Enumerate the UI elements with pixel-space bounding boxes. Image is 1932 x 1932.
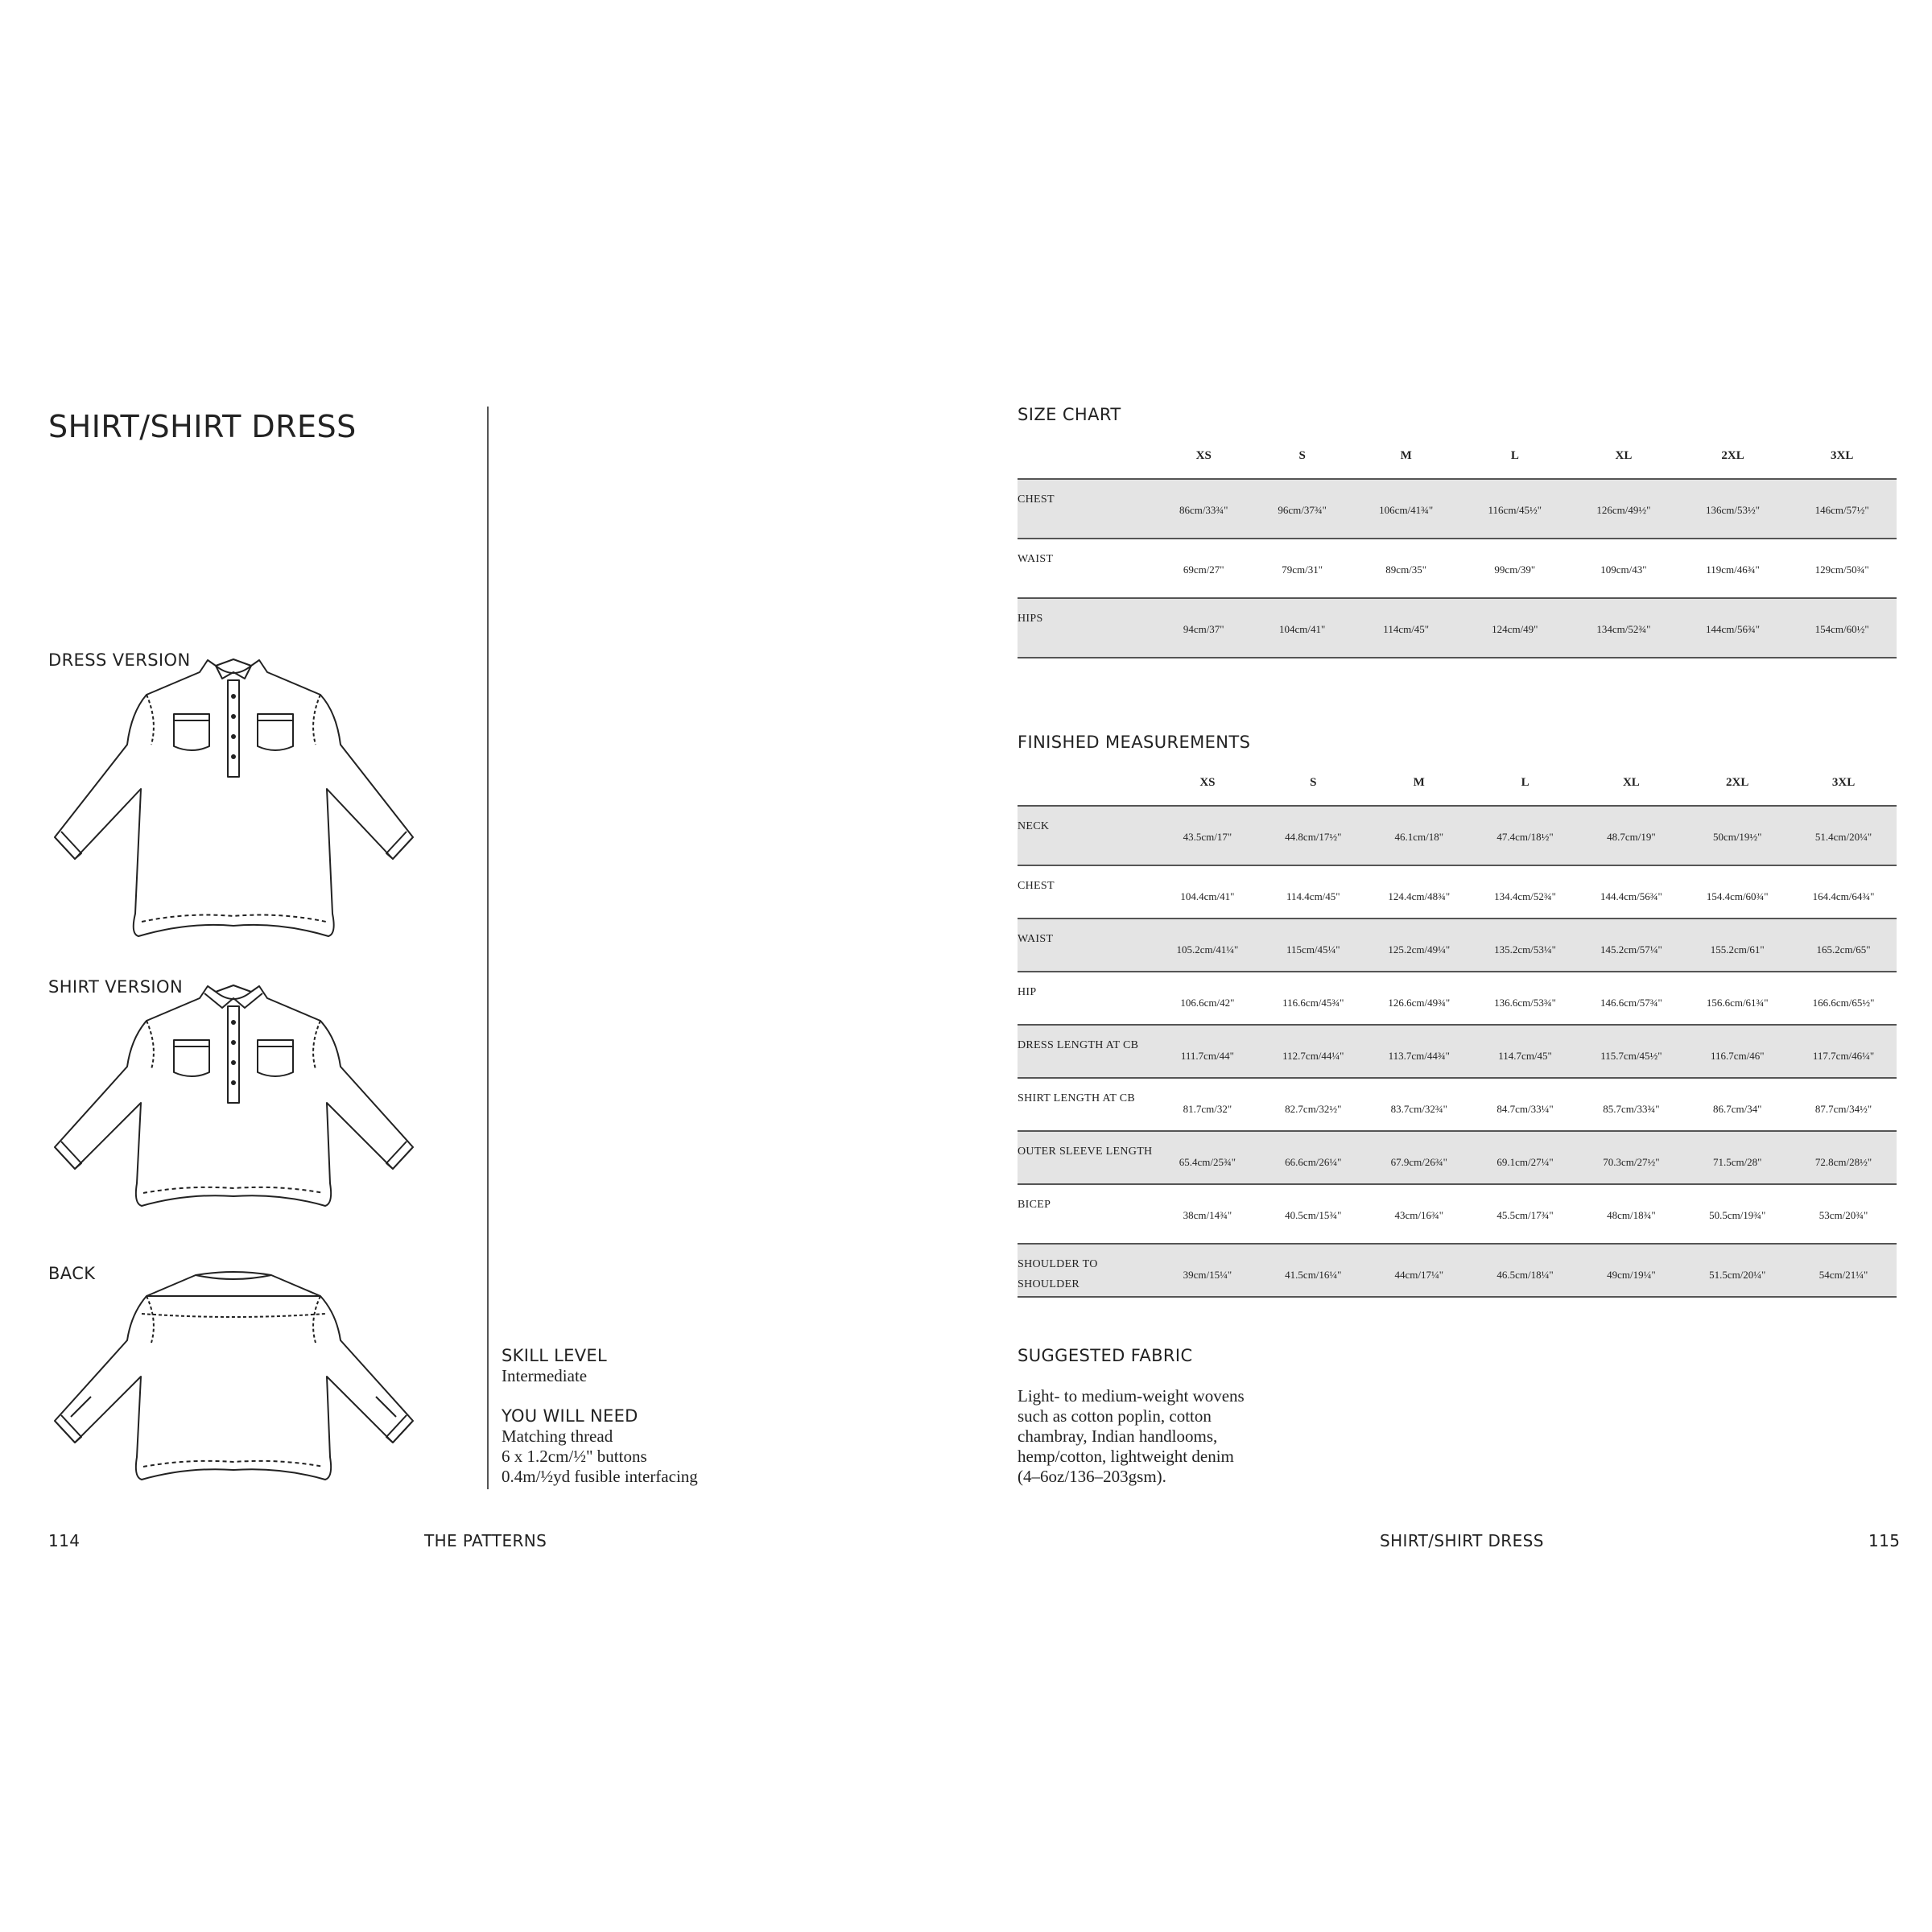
table-cell: 65.4cm/25¾" — [1154, 1131, 1261, 1184]
fabric-line: (4–6oz/136–203gsm). — [1018, 1467, 1166, 1486]
table-row — [1018, 598, 1897, 658]
size-header: M — [1400, 449, 1412, 462]
back-label: BACK — [48, 1264, 96, 1283]
table-cell: 109cm/43" — [1569, 539, 1678, 598]
row-label: BICEP — [1018, 1184, 1154, 1244]
row-label: HIPS — [1018, 598, 1154, 658]
table-cell: 104.4cm/41" — [1154, 865, 1261, 919]
you-will-need-heading: YOU WILL NEED — [502, 1406, 638, 1426]
table-cell: 115.7cm/45½" — [1578, 1025, 1684, 1078]
table-cell: 155.2cm/61" — [1684, 919, 1790, 972]
size-header: XL — [1622, 776, 1640, 789]
table-cell: 83.7cm/32¾" — [1366, 1078, 1472, 1131]
table-cell: 66.6cm/26¼" — [1261, 1131, 1366, 1184]
dress-version-illustration — [47, 648, 477, 946]
size-header: 3XL — [1831, 776, 1856, 789]
table-cell: 69cm/27" — [1154, 539, 1253, 598]
list-item: Matching thread — [502, 1426, 613, 1446]
table-row — [1018, 539, 1897, 598]
column-divider — [487, 407, 489, 1489]
table-cell: 136.6cm/53¾" — [1472, 972, 1579, 1025]
fabric-line: hemp/cotton, lightweight denim — [1018, 1447, 1234, 1466]
row-label: HIP — [1018, 972, 1154, 1025]
table-cell: 39cm/15¼" — [1154, 1244, 1261, 1297]
table-cell: 117.7cm/46¼" — [1790, 1025, 1897, 1078]
row-label: CHEST — [1018, 479, 1154, 539]
size-header: L — [1521, 776, 1530, 789]
skill-level-value: Intermediate — [502, 1366, 588, 1385]
suggested-fabric-heading: SUGGESTED FABRIC — [1018, 1346, 1193, 1365]
size-header: 3XL — [1831, 449, 1854, 462]
table-cell: 48cm/18¾" — [1578, 1184, 1684, 1244]
table-cell: 69.1cm/27¼" — [1472, 1131, 1579, 1184]
table-cell: 44.8cm/17½" — [1261, 806, 1366, 865]
table-cell: 126cm/49½" — [1569, 479, 1678, 539]
table-cell: 81.7cm/32" — [1154, 1078, 1261, 1131]
table-cell: 41.5cm/16¼" — [1261, 1244, 1366, 1297]
table-cell: 136cm/53½" — [1678, 479, 1788, 539]
table-cell: 87.7cm/34½" — [1790, 1078, 1897, 1131]
list-item: 0.4m/½yd fusible interfacing — [502, 1467, 698, 1486]
table-cell: 51.4cm/20¼" — [1790, 806, 1897, 865]
table-cell: 166.6cm/65½" — [1790, 972, 1897, 1025]
table-cell: 124cm/49" — [1461, 598, 1570, 658]
table-cell: 135.2cm/53¼" — [1472, 919, 1579, 972]
table-cell: 46.1cm/18" — [1366, 806, 1472, 865]
page-number-right: 115 — [1868, 1531, 1901, 1550]
size-chart-table — [1018, 449, 1897, 658]
table-cell: 50cm/19½" — [1684, 806, 1790, 865]
size-header: XS — [1199, 776, 1216, 789]
table-row — [1018, 1078, 1897, 1131]
table-cell: 114.4cm/45" — [1261, 865, 1366, 919]
table-cell: 129cm/50¾" — [1787, 539, 1897, 598]
you-will-need-list — [502, 1426, 698, 1487]
size-header: L — [1510, 449, 1519, 462]
table-cell: 146.6cm/57¾" — [1578, 972, 1684, 1025]
dress-version-label: DRESS VERSION — [48, 650, 191, 670]
size-header: M — [1413, 776, 1425, 789]
table-cell: 49cm/19¼" — [1578, 1244, 1684, 1297]
table-cell: 116.7cm/46" — [1684, 1025, 1790, 1078]
table-cell: 106cm/41¾" — [1352, 479, 1461, 539]
table-cell: 119cm/46¾" — [1678, 539, 1788, 598]
table-cell: 40.5cm/15¾" — [1261, 1184, 1366, 1244]
table-row — [1018, 1131, 1897, 1184]
table-cell: 134.4cm/52¾" — [1472, 865, 1579, 919]
size-header: S — [1298, 449, 1306, 462]
table-cell: 51.5cm/20¼" — [1684, 1244, 1790, 1297]
table-cell: 111.7cm/44" — [1154, 1025, 1261, 1078]
finished-measurements-heading: FINISHED MEASUREMENTS — [1018, 733, 1251, 752]
table-cell: 126.6cm/49¾" — [1366, 972, 1472, 1025]
table-cell: 85.7cm/33¾" — [1578, 1078, 1684, 1131]
header-blank — [1018, 449, 1154, 479]
size-header: XS — [1195, 449, 1212, 462]
table-row — [1018, 1244, 1897, 1297]
running-footer-left: THE PATTERNS — [424, 1531, 547, 1550]
table-cell: 82.7cm/32½" — [1261, 1078, 1366, 1131]
table-cell: 70.3cm/27½" — [1578, 1131, 1684, 1184]
table-row — [1018, 479, 1897, 539]
fabric-line: such as cotton poplin, cotton — [1018, 1406, 1212, 1426]
table-row — [1018, 806, 1897, 865]
table-cell: 44cm/17¼" — [1366, 1244, 1472, 1297]
table-header-row — [1018, 776, 1897, 806]
table-cell: 115cm/45¼" — [1261, 919, 1366, 972]
row-label: NECK — [1018, 806, 1154, 865]
table-cell: 112.7cm/44¼" — [1261, 1025, 1366, 1078]
table-cell: 38cm/14¾" — [1154, 1184, 1261, 1244]
table-cell: 165.2cm/65" — [1790, 919, 1897, 972]
table-cell: 124.4cm/48¾" — [1366, 865, 1472, 919]
table-cell: 145.2cm/57¼" — [1578, 919, 1684, 972]
row-label: WAIST — [1018, 919, 1154, 972]
table-row — [1018, 865, 1897, 919]
table-cell: 46.5cm/18¼" — [1472, 1244, 1579, 1297]
table-cell: 43cm/16¾" — [1366, 1184, 1472, 1244]
page-title: SHIRT/SHIRT DRESS — [48, 409, 357, 444]
table-cell: 43.5cm/17" — [1154, 806, 1261, 865]
table-cell: 71.5cm/28" — [1684, 1131, 1790, 1184]
table-cell: 106.6cm/42" — [1154, 972, 1261, 1025]
suggested-fabric-text — [1018, 1386, 1245, 1487]
table-cell: 113.7cm/44¾" — [1366, 1025, 1472, 1078]
size-header: XL — [1615, 449, 1633, 462]
table-row — [1018, 919, 1897, 972]
table-cell: 45.5cm/17¾" — [1472, 1184, 1579, 1244]
table-cell: 146cm/57½" — [1787, 479, 1897, 539]
table-cell: 48.7cm/19" — [1578, 806, 1684, 865]
size-header: 2XL — [1726, 776, 1749, 789]
table-cell: 79cm/31" — [1253, 539, 1351, 598]
table-cell: 50.5cm/19¾" — [1684, 1184, 1790, 1244]
shirt-version-label: SHIRT VERSION — [48, 977, 184, 997]
table-cell: 104cm/41" — [1253, 598, 1351, 658]
table-cell: 86.7cm/34" — [1684, 1078, 1790, 1131]
table-cell: 114cm/45" — [1352, 598, 1461, 658]
shirt-version-illustration — [47, 974, 477, 1216]
table-cell: 144cm/56¾" — [1678, 598, 1788, 658]
table-cell: 144.4cm/56¾" — [1578, 865, 1684, 919]
table-cell: 89cm/35" — [1352, 539, 1461, 598]
row-label: DRESS LENGTH AT CB — [1018, 1025, 1154, 1078]
table-row — [1018, 1184, 1897, 1244]
header-blank — [1018, 776, 1154, 806]
table-cell: 114.7cm/45" — [1472, 1025, 1579, 1078]
table-cell: 156.6cm/61¾" — [1684, 972, 1790, 1025]
fabric-line: Light- to medium-weight wovens — [1018, 1386, 1245, 1406]
table-cell: 72.8cm/28½" — [1790, 1131, 1897, 1184]
table-cell: 116.6cm/45¾" — [1261, 972, 1366, 1025]
table-row — [1018, 972, 1897, 1025]
table-cell: 94cm/37" — [1154, 598, 1253, 658]
table-cell: 134cm/52¾" — [1569, 598, 1678, 658]
table-cell: 116cm/45½" — [1461, 479, 1570, 539]
row-label: OUTER SLEEVE LENGTH — [1018, 1131, 1154, 1184]
back-view-illustration — [47, 1256, 477, 1489]
row-label: SHOULDER TO SHOULDER — [1018, 1244, 1154, 1297]
table-cell: 154cm/60½" — [1787, 598, 1897, 658]
table-cell: 67.9cm/26¾" — [1366, 1131, 1472, 1184]
table-cell: 164.4cm/64¾" — [1790, 865, 1897, 919]
size-header: 2XL — [1721, 449, 1744, 462]
row-label: SHIRT LENGTH AT CB — [1018, 1078, 1154, 1131]
list-item: 6 x 1.2cm/½" buttons — [502, 1447, 647, 1466]
table-cell: 54cm/21¼" — [1790, 1244, 1897, 1297]
table-cell: 96cm/37¾" — [1253, 479, 1351, 539]
table-header-row — [1018, 449, 1897, 479]
finished-measurements-table — [1018, 776, 1897, 1298]
table-cell: 99cm/39" — [1461, 539, 1570, 598]
skill-level-heading: SKILL LEVEL — [502, 1346, 607, 1365]
table-cell: 125.2cm/49¼" — [1366, 919, 1472, 972]
table-cell: 84.7cm/33¼" — [1472, 1078, 1579, 1131]
size-header: S — [1310, 776, 1317, 789]
table-cell: 105.2cm/41¼" — [1154, 919, 1261, 972]
table-cell: 47.4cm/18½" — [1472, 806, 1579, 865]
size-chart-heading: SIZE CHART — [1018, 405, 1121, 424]
running-footer-right: SHIRT/SHIRT DRESS — [1380, 1531, 1544, 1550]
table-cell: 53cm/20¾" — [1790, 1184, 1897, 1244]
table-row — [1018, 1025, 1897, 1078]
table-cell: 86cm/33¾" — [1154, 479, 1253, 539]
table-cell: 154.4cm/60¾" — [1684, 865, 1790, 919]
fabric-line: chambray, Indian handlooms, — [1018, 1426, 1218, 1446]
row-label: CHEST — [1018, 865, 1154, 919]
row-label: WAIST — [1018, 539, 1154, 598]
page-number-left: 114 — [48, 1531, 80, 1550]
